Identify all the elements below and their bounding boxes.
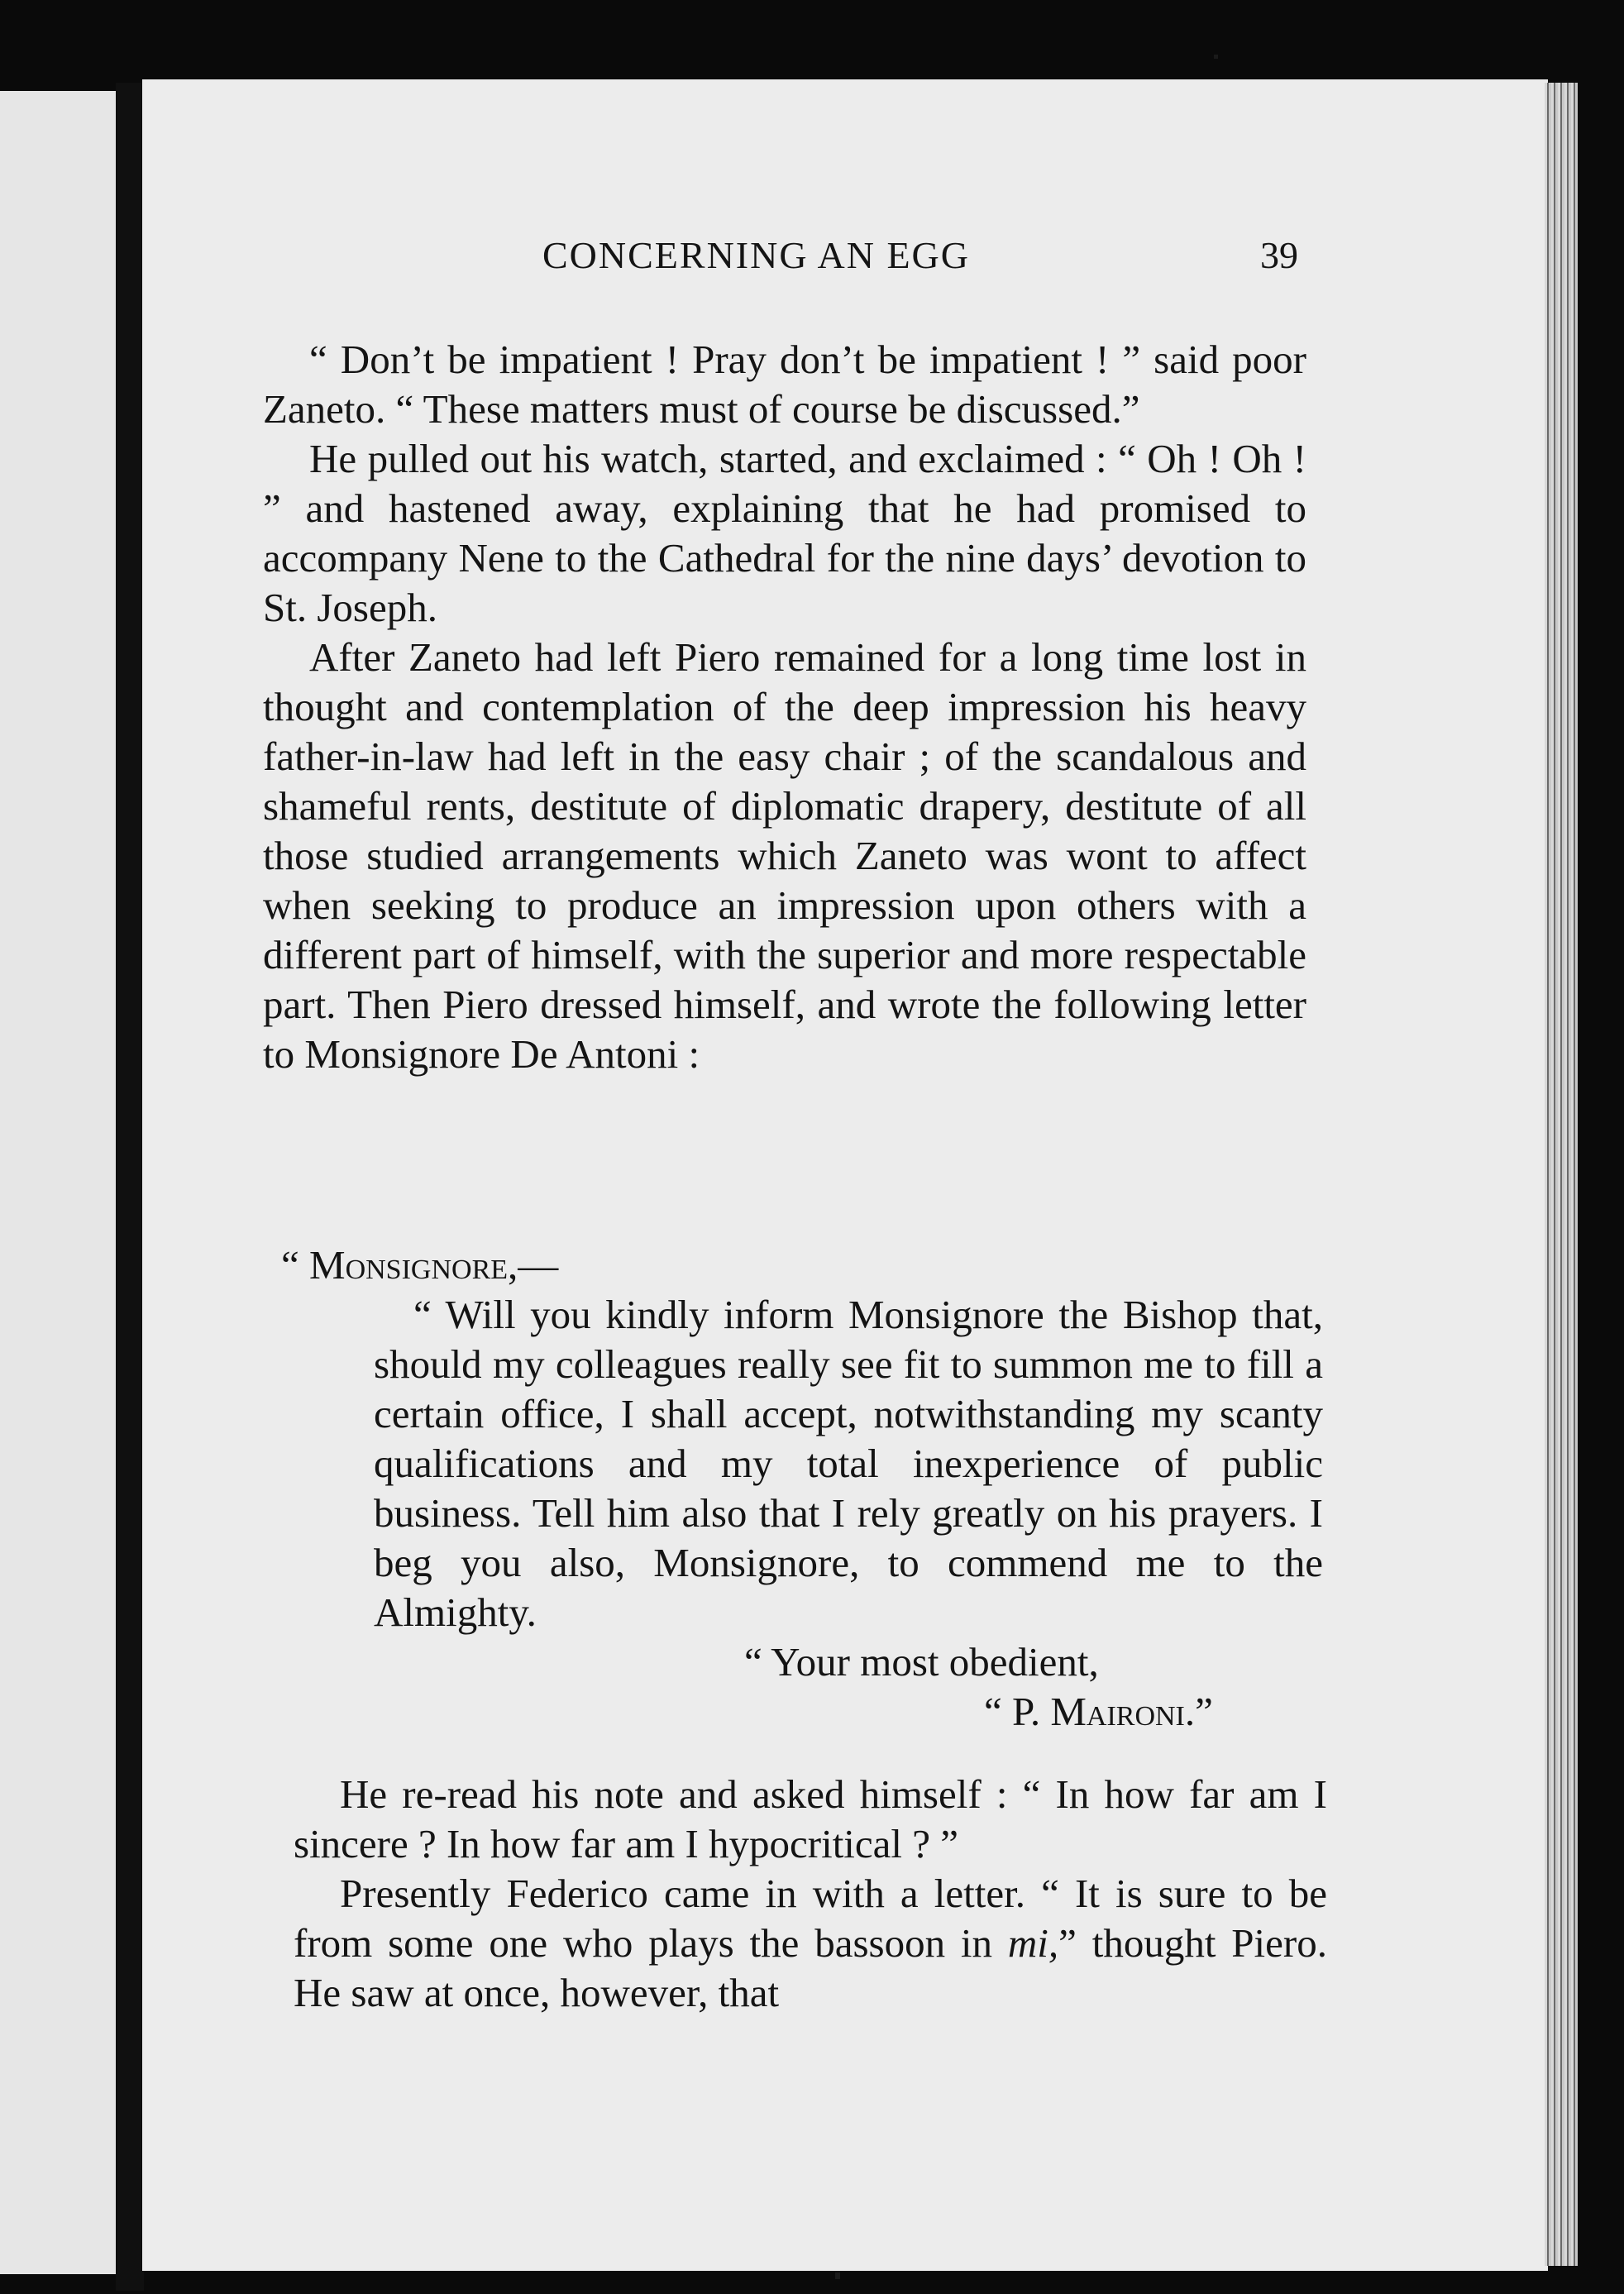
letter-closing: “ Your most obedient, [744, 1639, 1099, 1685]
page-header [263, 233, 1306, 283]
book-gutter [116, 83, 144, 2291]
letter [281, 1240, 1323, 1737]
letter-body [374, 1290, 1323, 1637]
previous-page-edge [0, 91, 124, 2274]
running-title: CONCERNING AN EGG [542, 234, 970, 276]
italic-word: mi, [1007, 1920, 1059, 1966]
paragraph: After Zaneto had left Piero remained for a long time lost in thought and contemplation of the deep impression his heavy father-in-law had left in the easy chair ; of the scandalous and shameful rents, destitute of diplomatic drapery, destitute of all those studied arrangements which Zaneto was wont to affect when seeking to produce an impression upon others with a different part of himself, with the superior and more respectable part. Then Piero dressed himself, and wrote the following letter to Monsignore De Antoni : [263, 634, 1306, 1077]
body-text-top [263, 335, 1306, 1079]
letter-salutation: “ Monsignore,— [281, 1242, 559, 1288]
page-stack-edges [1545, 83, 1578, 2266]
paragraph: He pulled out his watch, started, and exclaimed : “ Oh ! Oh ! ” and hastened away, explaining that he had promised to accompany Nene to the Cathedral for the nine days’ devotion to St. Joseph. [263, 436, 1306, 630]
body-text-bottom [294, 1770, 1327, 2018]
signature-prefix: “ P. [984, 1689, 1051, 1734]
paragraph [294, 1869, 1327, 2018]
letter-signature [281, 1687, 1323, 1737]
paragraph-end: ” thought Piero. He saw at once, however, that [294, 1920, 1327, 2015]
scan-mark [1214, 55, 1218, 59]
scan-mark [835, 2272, 840, 2279]
letter-body-text: “ Will you kindly inform Monsignore the Bishop that, should my colleagues really see fit to summon me to fill a certain office, I shall accept, notwithstanding my scanty qualifications and my total inexperience of public business. Tell him also that I rely greatly on his prayers. I beg you also, Monsignore, to commend me to the Almighty. [374, 1292, 1323, 1635]
signature-name: Maironi.” [1050, 1689, 1213, 1734]
page-number: 39 [1260, 234, 1298, 276]
paragraph-start: Presently Federico came in with a letter. “ It is sure to be from some one who plays the bassoon in [294, 1871, 1327, 1966]
paragraph: He re-read his note and asked himself : “ In how far am I sincere ? In how far am I hypocritical ? ” [294, 1771, 1327, 1866]
paragraph: “ Don’t be impatient ! Pray don’t be impatient ! ” said poor Zaneto. “ These matters must of course be discussed.” [263, 337, 1306, 432]
